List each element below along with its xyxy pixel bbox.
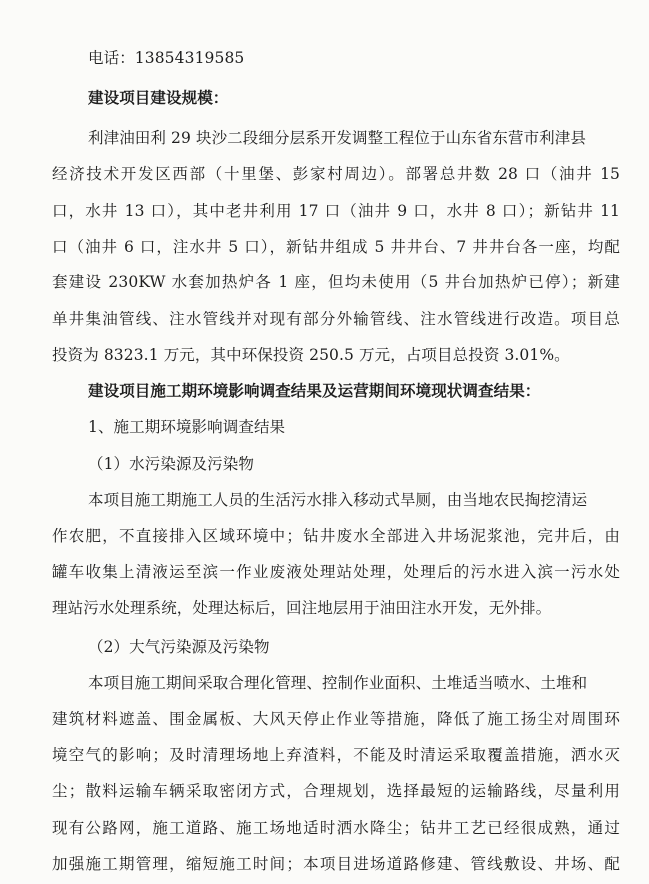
air-line-5: 现有公路网，施工道路、施工场地适时洒水降尘；钻井工艺已经很成熟，通过 (52, 819, 620, 837)
scale-line-3: 口，水井 13 口），其中老井利用 17 口（油井 9 口，水井 8 口）；新钻井 11 (52, 202, 620, 220)
water-line-3: 罐车收集上清液运至滨一作业废液处理站处理，处理后的污水进入滨一污水处 (52, 563, 620, 581)
water-line-1: 本项目施工期施工人员的生活污水排入移动式旱厕，由当地农民掏挖清运 (88, 491, 588, 509)
air-line-1: 本项目施工期间采取合理化管理、控制作业面积、土堆适当喷水、土堆和 (88, 674, 588, 692)
scale-line-6: 单井集油管线、注水管线并对现有部分外输管线、注水管线进行改造。项目总 (52, 310, 620, 328)
air-line-4: 尘；散料运输车辆采取密闭方式，合理规划，选择最短的运输路线，尽量利用 (52, 782, 620, 800)
scale-line-7: 投资为 8323.1 万元，其中环保投资 250.5 万元，占项目总投资 3.01%。 (52, 346, 570, 364)
scale-line-4: 口（油井 6 口，注水井 5 口），新钻井组成 5 井井台、7 井井台各一座，均配 (52, 238, 620, 256)
phone-line: 电话：13854319585 (88, 49, 245, 67)
scale-heading: 建设项目建设规模： (88, 88, 229, 107)
air-line-6: 加强施工期管理，缩短施工时间；本项目进场道路修建、管线敷设、井场、配 (52, 855, 620, 873)
air-line-2: 建筑材料遮盖、围金属板、大风天停止作业等措施，降低了施工扬尘对周围环 (52, 710, 620, 728)
scale-line-5: 套建设 230KW 水套加热炉各 1 座，但均未使用（5 井台加热炉已停）；新建 (52, 273, 620, 291)
scale-line-2: 经济技术开发区西部（十里堡、彭家村周边）。部署总井数 28 口（油井 15 (52, 165, 620, 183)
water-line-2: 作农肥，不直接排入区域环境中；钻井废水全部进入井场泥浆池，完井后，由 (52, 527, 620, 545)
air-subtitle: （2）大气污染源及污染物 (88, 638, 270, 656)
air-line-3: 境空气的影响；及时清理场地上弃渣料，不能及时清运采取覆盖措施，洒水灭 (52, 746, 620, 764)
section1-title: 1、施工期环境影响调查结果 (88, 418, 286, 436)
survey-heading: 建设项目施工期环境影响调查结果及运营期间环境现状调查结果： (88, 381, 541, 400)
water-subtitle: （1）水污染源及污染物 (88, 455, 254, 473)
water-line-4: 理站污水处理系统，处理达标后，回注地层用于油田注水开发，无外排。 (52, 599, 552, 617)
scale-line-1: 利津油田利 29 块沙二段细分层系开发调整工程位于山东省东营市利津县 (88, 129, 586, 147)
